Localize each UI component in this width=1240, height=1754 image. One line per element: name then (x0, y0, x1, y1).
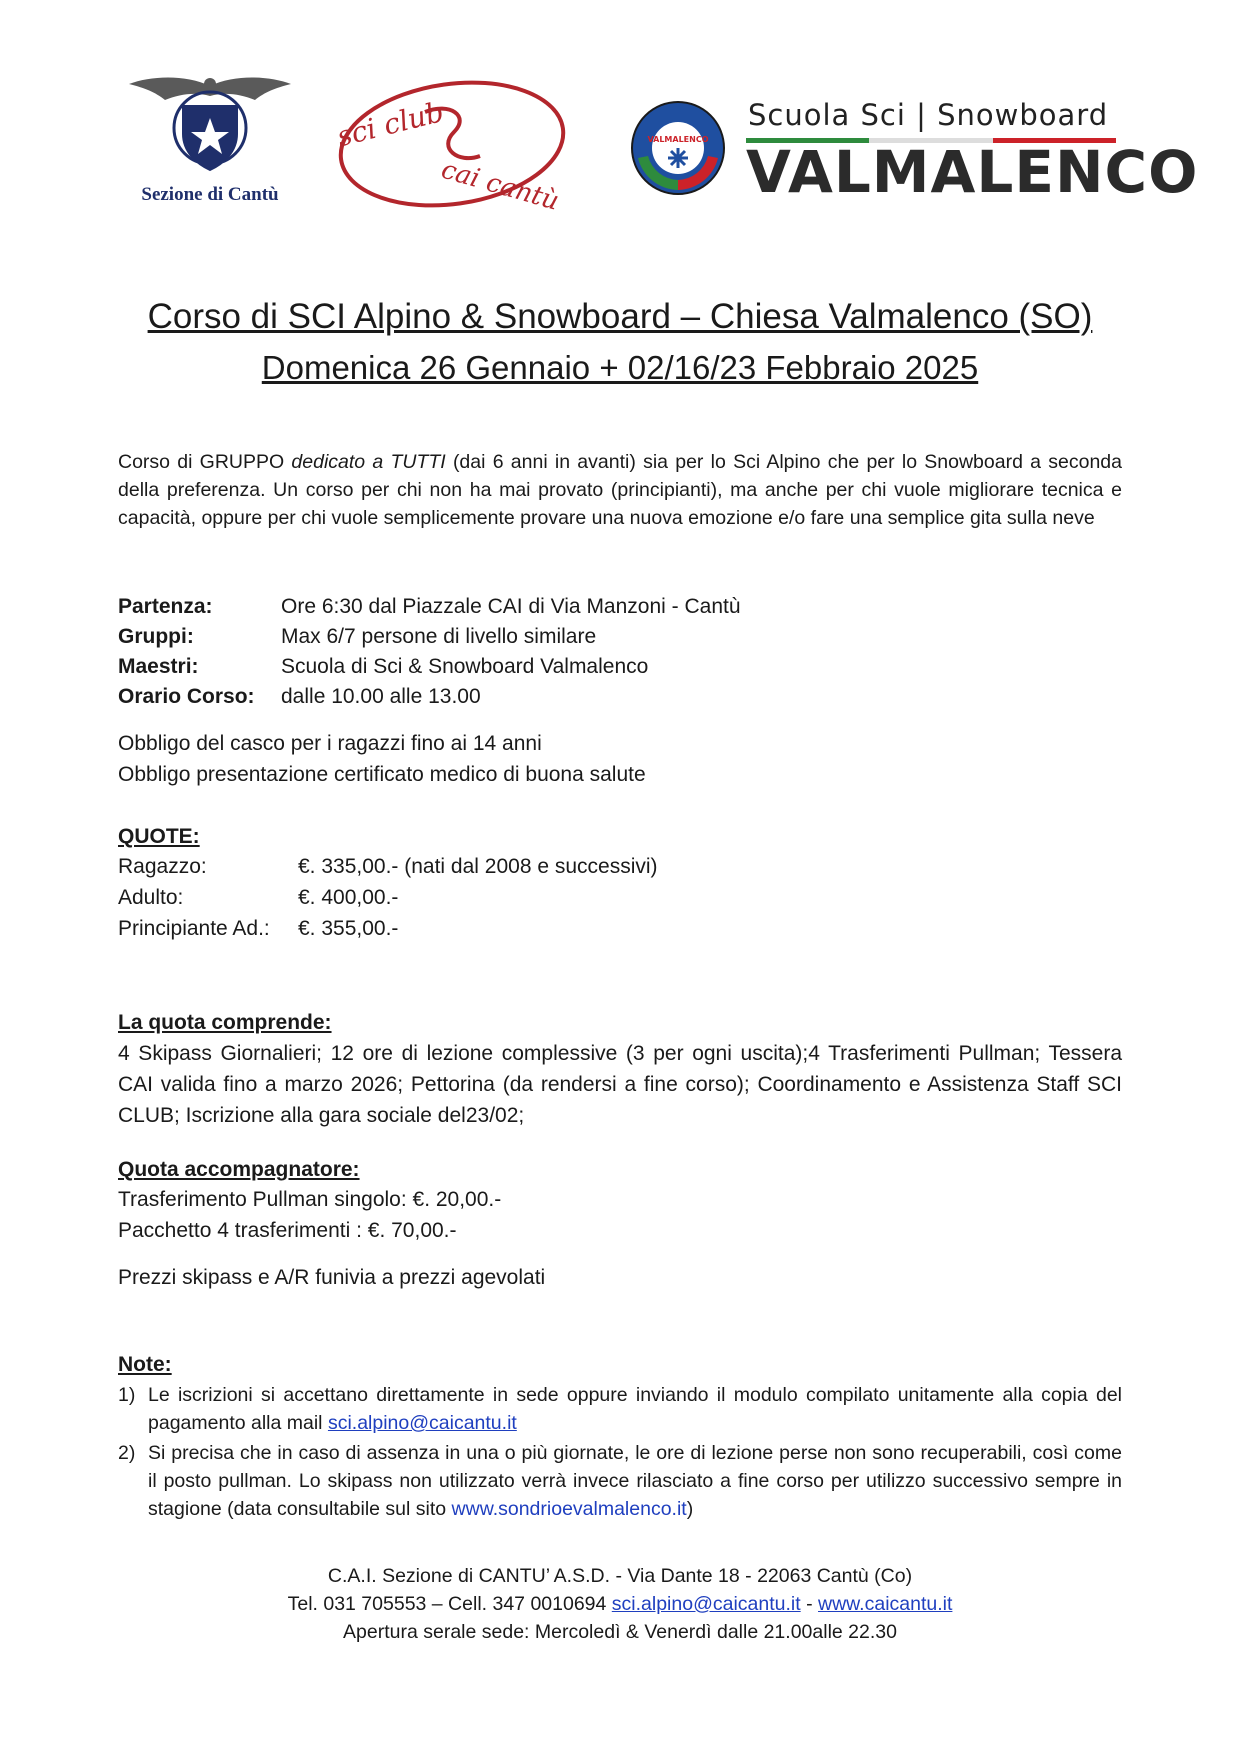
footer-email-link[interactable]: sci.alpino@caicantu.it (611, 1593, 801, 1615)
scuola-top-text: Scuola Sci | Snowboard (748, 98, 1109, 132)
accompagnatore-line-3: Prezzi skipass e A/R funivia a prezzi agevolati (118, 1266, 546, 1289)
quote-value: €. 400,00.- (298, 886, 399, 909)
cai-logo (125, 72, 295, 212)
detail-label: Gruppi (118, 625, 187, 648)
obligation-certificate: Obbligo presentazione certificato medico di buona salute (118, 763, 646, 786)
detail-label: Maestri (118, 655, 192, 678)
note-number: 1) (118, 1384, 136, 1406)
scuola-badge-text: VALMALENCO (647, 135, 709, 144)
comprende-text: 4 Skipass Giornalieri; 12 ore di lezione complessive (3 per ogni uscita);4 Trasferimenti Pullman; Tessera CAI valida fino a marzo 2026; Pettorina (da rendersi a fine corso); Coordinamento e Assistenza Staff SCI CLUB; Iscrizione alla gara sociale del23/02; (118, 1042, 1122, 1127)
note-number: 2) (118, 1442, 136, 1464)
accompagnatore-heading: Quota accompagnatore: (118, 1158, 360, 1181)
cai-eagle-shield-icon (125, 72, 295, 182)
detail-label: Orario Corso (118, 685, 248, 708)
note-text-end: ) (686, 1498, 694, 1520)
scuola-badge-icon (628, 98, 728, 198)
scuola-sci-logo (628, 98, 1199, 218)
notes-heading: Note: (118, 1353, 172, 1376)
accompagnatore-line-2: Pacchetto 4 trasferimenti : €. 70,00.- (118, 1219, 457, 1242)
intro-paragraph (118, 448, 1122, 532)
obligation-helmet: Obbligo del casco per i ragazzi fino ai 14 anni (118, 732, 542, 755)
detail-value: Scuola di Sci & Snowboard Valmalenco (281, 655, 649, 678)
page-title: Corso di SCI Alpino & Snowboard – Chiesa Valmalenco (SO) (147, 297, 1093, 336)
footer-separator: - (800, 1593, 819, 1615)
scuola-name: VALMALENCO (746, 138, 1199, 206)
quote-label: Principiante Ad.: (118, 917, 270, 940)
intro-part-1: Corso di GRUPPO (118, 451, 292, 473)
footer-website-link[interactable]: www.caicantu.it (818, 1593, 953, 1615)
club-text-2: cai cantù (437, 154, 563, 217)
sci-club-logo (330, 72, 575, 217)
note-text: Si precisa che in caso di assenza in una o più giornate, le ore di lezione perse non sono recuperabili, così come il posto pullman. Lo skipass non utilizzato verrà invece rilasciato a fine corso per utilizzo successivo sempre in stagione (data consultabile sul sito (148, 1442, 1122, 1520)
detail-value: Max 6/7 persone di livello similare (281, 625, 597, 648)
detail-label: Partenza (118, 595, 206, 618)
quote-label: Adulto: (118, 886, 184, 909)
page: Sezione di Cantù sci club cai cantù VALMALENCO Scuola Sci | Snowboard VALMALENCO Corso di SCI Alpino & Snowboard – Chiesa Valmalenco (SO) Domenica 26 Gennaio + 02/16/23 Febbraio 2025 Corso di GRUPPO dedicato a TUTTI (dai 6 anni in avanti) sia per lo Sci Alpino che per lo Snowboard a seconda della preferenza. Un corso per chi non ha mai provato (principianti), ma anche per chi vuole migliorare tecnica e capacità, oppure per chi vuole semplicemente provare una nuova emozione e/o fare una semplice gita sulla neve Partenza: Ore 6:30 dal Piazzale CAI di Via Manzoni - Cantù Gruppi: Max 6/7 persone di livello similare Maestri: Scuola di Sci & Snowboard Valmalenco Orario Corso: dalle 10.00 alle 13.00 Obbligo del casco per i ragazzi fino ai 14 anni Obbligo presentazione certificato medico di buona salute QUOTE: Ragazzo: €. 335,00.- (nati dal 2008 e successivi) Adulto: €. 400,00.- Principiante Ad.: €. 355,00.- La quota comprende: 4 Skipass Giornalieri; 12 ore di lezione complessive (3 per ogni uscita);4 Trasferimenti Pullman; Tessera CAI valida fino a marzo 2026; Pettorina (da rendersi a fine corso); Coordinamento e Assistenza Staff SCI CLUB; Iscrizione alla gara sociale del23/02; Quota accompagnatore: Trasferimento Pullman singolo: €. 20,00.- Pacchetto 4 trasferimenti : €. 70,00.- Prezzi skipass e A/R funivia a prezzi agevolati Note: 1) Le iscrizioni si accettano direttamente in sede oppure inviando il modulo compilato unitamente alla copia del pagamento alla mail sci.alpino@caicantu.it 2) Si precisa che in caso di assenza in una o più giornate, le ore di lezione perse non sono recuperabili, così come il posto pullman. Lo skipass non utilizzato verrà invece rilasciato a fine corso per utilizzo successivo sempre in stagione (data consultabile sul sito www.sondrioevalmalenco.it) C.A.I. Sezione di CANTU’ A.S.D. - Via Dante 18 - 22063 Cantù (Co) Tel. 031 705553 – Cell. 347 0010694 sci.alpino@caicantu.it - www.caicantu.it Apertura serale sede: Mercoledì & Venerdì dalle 21.00alle 22.30 (0, 0, 1240, 1754)
quote-value: €. 335,00.- (nati dal 2008 e successivi) (298, 855, 658, 878)
accompagnatore-line-1: Trasferimento Pullman singolo: €. 20,00.- (118, 1188, 502, 1211)
note-email-link[interactable]: sci.alpino@caicantu.it (327, 1412, 517, 1434)
detail-value: Ore 6:30 dal Piazzale CAI di Via Manzoni - Cantù (281, 595, 741, 618)
footer-contacts (0, 1590, 1240, 1618)
club-text-1: sci club (333, 95, 447, 154)
note-text: Le iscrizioni si accettano direttamente in sede oppure inviando il modulo compilato unitamente alla copia del pagamento alla mail (148, 1384, 1122, 1434)
note-website-link[interactable]: www.sondrioevalmalenco.it (451, 1498, 687, 1520)
intro-part-2: (dai 6 anni in avanti) sia per lo Sci Alpino che per lo Snowboard a seconda della preferenza. Un corso per chi non ha mai provato (principianti), ma anche per chi vuole migliorare tecnica e capacità, oppure per chi vuole semplicemente provare una nuova emozione e/o fare una semplice gita sulla neve (118, 451, 1122, 529)
cai-caption: Sezione di Cantù (141, 184, 279, 205)
sci-club-oval-icon (330, 72, 575, 217)
footer-phones: Tel. 031 705553 – Cell. 347 0010694 (287, 1593, 612, 1615)
comprende-heading: La quota comprende: (118, 1011, 332, 1034)
quote-value: €. 355,00.- (298, 917, 399, 940)
intro-emphasis: dedicato a TUTTI (291, 451, 446, 473)
footer-address: C.A.I. Sezione di CANTU’ A.S.D. - Via Dante 18 - 22063 Cantù (Co) (327, 1565, 913, 1587)
quote-label: Ragazzo: (118, 855, 207, 878)
footer-hours: Apertura serale sede: Mercoledì & Venerdì dalle 21.00alle 22.30 (343, 1621, 897, 1643)
detail-value: dalle 10.00 alle 13.00 (281, 685, 481, 708)
quote-heading: QUOTE: (118, 825, 200, 848)
page-subtitle: Domenica 26 Gennaio + 02/16/23 Febbraio 2025 (261, 349, 979, 386)
